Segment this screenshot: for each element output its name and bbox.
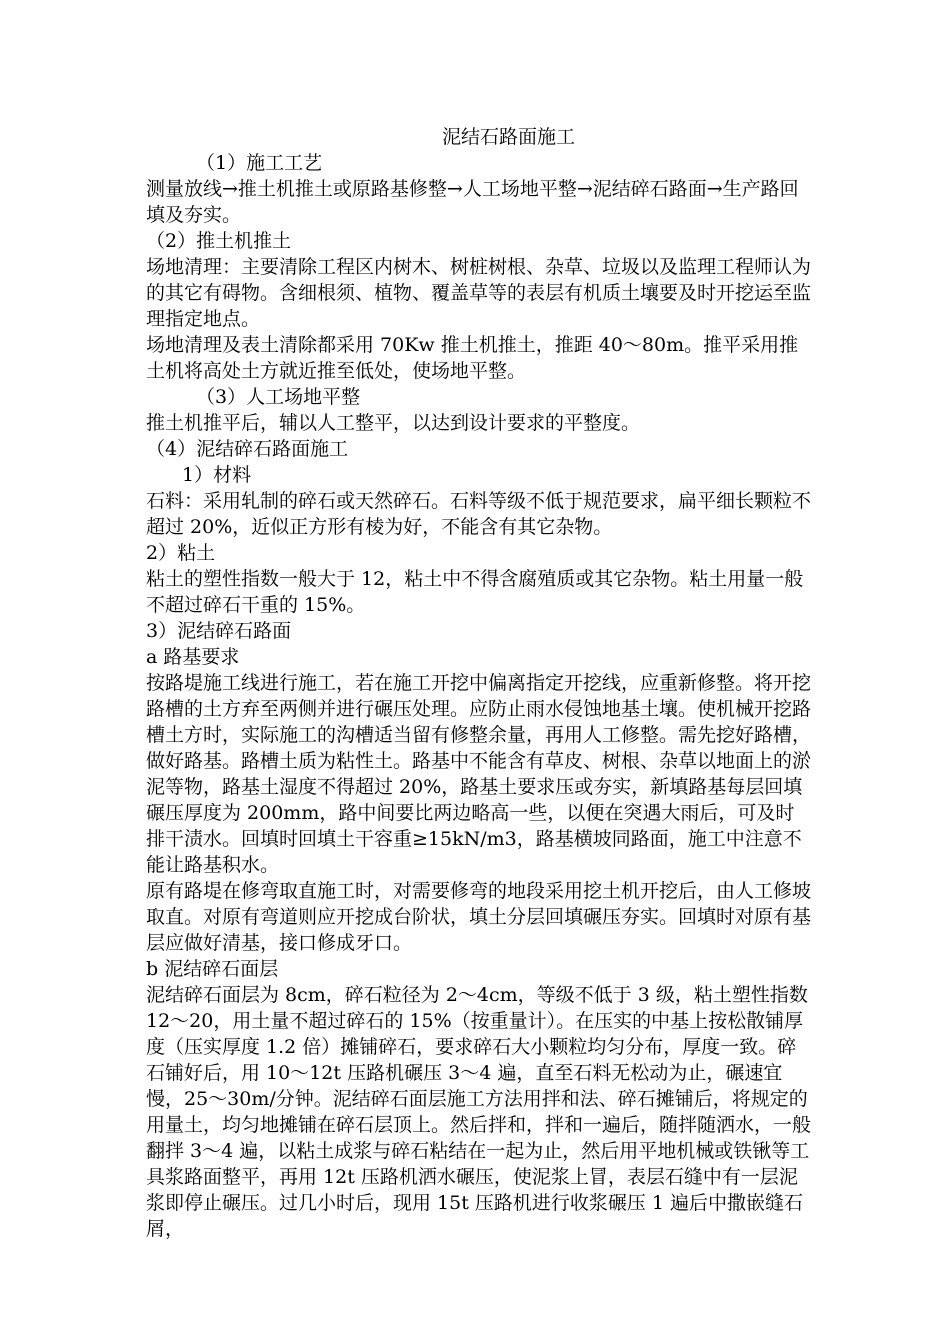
section-heading: （2）推土机推土 [146,230,292,252]
paragraph: 石料：采用轧制的碎石或天然碎石。石料等级不低于规范要求，扁平细长颗粒不超过 20%，近似正方形有棱为好，不能含有其它杂物。 [146,490,812,538]
document-body [146,124,811,1242]
subsection-heading: 2）粘土 [146,542,216,564]
subsection-heading: 1）材料 [182,464,252,486]
paragraph: 按路堤施工线进行施工，若在施工开挖中偏离指定开挖线，应重新修整。将开挖路槽的土方弃至两侧并进行碾压处理。应防止雨水侵蚀地基土壤。使机械开挖路槽土方时，实际施工的沟槽适当留有修整余量，再用人工修整。需先挖好路槽，做好路基。路槽土质为粘性土。路基中不能含有草皮、树根、杂草以地面上的淤泥等物，路基土湿度不得超过 20%，路基土要求压或夯实，新填路基每层回填碾压厚度为 200mm，路中间要比两边略高一些，以便在突遇大雨后，可及时排干渍水。回填时回填土干容重≥15kN/m3，路基横坡同路面，施工中注意不能让路基积水。 [146,672,812,876]
paragraph: 原有路堤在修弯取直施工时，对需要修弯的地段采用挖土机开挖后，由人工修坡取直。对原有弯道则应开挖成台阶状，填土分层回填碾压夯实。回填时对原有基层应做好清基，接口修成牙口。 [146,880,812,954]
paragraph: 推土机推平后，辅以人工整平，以达到设计要求的平整度。 [146,412,641,434]
section-heading: （3）人工场地平整 [196,386,361,408]
paragraph: 场地清理：主要清除工程区内树木、树桩树根、杂草、垃圾以及监理工程师认为的其它有碍物。含细根须、植物、覆盖草等的表层有机质土壤要及时开挖运至监理指定地点。 [146,256,812,330]
subsection-heading: a 路基要求 [146,646,240,668]
subsection-heading: 3）泥结碎石路面 [146,620,292,642]
section-heading: （4）泥结碎石路面施工 [146,438,349,460]
paragraph: 泥结碎石面层为 8cm，碎石粒径为 2～4cm，等级不低于 3 级，粘土塑性指数 12～20，用土量不超过碎石的 15%（按重量计）。在压实的中基上按松散铺厚度（压实厚度 1.2 倍）摊铺碎石，要求碎石大小颗粒均匀分布，厚度一致。碎石铺好后，用 10～12t 压路机碾压 3～4 遍，直至石料无松动为止，碾速宜慢，25～30m/分钟。泥结碎石面层施工方法用拌和法、碎石摊铺后，将规定的用量土，均匀地摊铺在碎石层顶上。然后拌和，拌和一遍后，随拌随洒水，一般翻拌 3～4 遍，以粘土成浆与碎石粘结在一起为止，然后用平地机械或铁锹等工具浆路面整平，再用 12t 压路机洒水碾压，使泥浆上冒，表层石缝中有一层泥浆即停止碾压。过几小时后，现用 15t 压路机进行收浆碾压 1 遍后中撒嵌缝石屑， [146,984,812,1240]
paragraph: 场地清理及表土清除都采用 70Kw 推土机推土，推距 40～80m。推平采用推土机将高处土方就近推至低处，使场地平整。 [146,334,799,382]
paragraph: 粘土的塑性指数一般大于 12，粘土中不得含腐殖质或其它杂物。粘土用量一般不超过碎石干重的 15%。 [146,568,804,616]
subsection-heading: b 泥结碎石面层 [146,958,279,980]
section-heading: （1）施工工艺 [196,152,323,174]
document-title: 泥结石路面施工 [441,126,575,148]
paragraph: 测量放线→推土机推土或原路基修整→人工场地平整→泥结碎石路面→生产路回填及夯实。 [146,178,799,226]
